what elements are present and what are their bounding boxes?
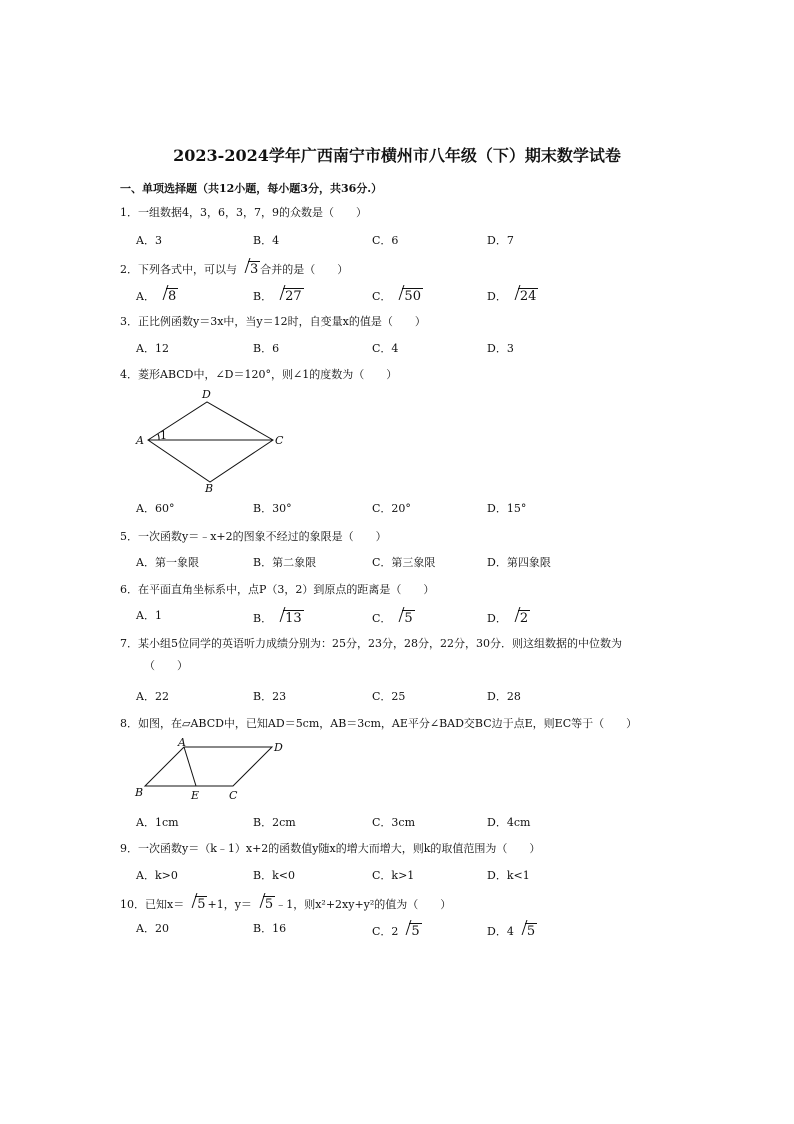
option-a[interactable] [136,610,162,621]
question-8: 8．如图，在▱ABCD中，已知AD＝5cm，AB＝3cm，AE平分∠BAD交BC边于点E，则EC等于（ ） [120,717,638,730]
option-a[interactable]: A．k>0 [136,869,178,882]
option-c[interactable]: C．3cm [372,816,416,829]
question-1: 1．一组数据4，3，6，3，7，9的众数是（ ） [120,206,367,219]
option-b[interactable]: B．4 [253,234,280,247]
sqrt-symbol [400,923,421,938]
option-b[interactable]: B．23 [253,690,287,703]
question-6-options [136,610,696,626]
radicand: 5 [404,611,413,626]
option-a[interactable] [136,288,178,303]
question-7-text: 7．某小组5位同学的英语听力成绩分别为：25分，23分，28分，22分，30分．则这组数据的中位数为 [120,637,622,650]
option-d[interactable]: D．15° [487,502,527,515]
question-2-text-pre: 2．下列各式中，可以与 [120,263,237,276]
option-a[interactable]: A．22 [136,690,169,703]
sqrt-symbol [393,610,414,625]
rhombus-figure [130,386,300,496]
radicand: 2 [519,611,529,626]
option-b[interactable] [253,288,304,303]
option-label: B． [253,612,273,625]
question-6: 6．在平面直角坐标系中，点P（3，2）到原点的距离是（ ） [120,583,435,596]
sqrt-symbol [186,896,207,911]
page-title: 2023-2024学年广西南宁市横州市八年级（下）期末数学试卷 [173,146,621,165]
label-c: C [275,434,284,447]
question-4: 4．菱形ABCD中，∠D＝120°，则∠1的度数为（ ） [120,368,398,381]
angle-arc [158,434,159,440]
option-d[interactable]: D．k<1 [487,869,530,882]
label-b: B [205,482,214,495]
option-label: A．1 [136,609,162,622]
option-label: D． [487,290,507,303]
option-d[interactable]: D．3 [487,342,514,355]
parallelogram-figure [130,738,300,804]
option-c[interactable]: C．20° [372,502,411,515]
option-label: A． [136,290,155,303]
sqrt-symbol [157,288,178,303]
question-3: 3．正比例函数y＝3x中，当y＝12时，自变量x的值是（ ） [120,315,426,328]
segment-ae [184,747,196,786]
option-label: B． [253,290,273,303]
question-7-text-cont: （ ） [144,659,188,672]
option-c[interactable]: C．k>1 [372,869,415,882]
question-4-options [136,503,696,519]
label-d: D [274,741,283,754]
label-c: C [229,789,238,802]
question-10-options [136,923,696,939]
option-label: C．2 [372,925,399,938]
option-a[interactable]: A．12 [136,342,169,355]
question-1-options [136,235,696,251]
sqrt-symbol [393,288,423,303]
section-heading: 一、单项选择题（共12小题，每小题3分，共36分.） [120,182,383,195]
radicand: 24 [519,289,537,304]
option-d[interactable] [487,610,530,625]
option-c[interactable] [372,288,423,303]
option-d[interactable]: D．4cm [487,816,531,829]
option-label: A．20 [136,922,169,935]
option-d[interactable]: D．28 [487,690,521,703]
option-c[interactable]: C．6 [372,234,399,247]
option-c[interactable]: C．4 [372,342,399,355]
option-b[interactable]: B．30° [253,502,292,515]
parallelogram-outline [145,747,272,786]
label-b: B [135,786,144,799]
question-10-text-a: 10．已知x＝ [120,898,185,911]
option-c[interactable] [372,610,415,625]
option-label: C． [372,612,392,625]
option-d[interactable] [487,288,538,303]
sqrt-symbol [509,288,539,303]
question-9-options [136,870,696,886]
question-2-text-post: 合并的是（ ） [260,263,349,276]
option-label: C． [372,290,392,303]
question-5-options [136,557,696,573]
option-d[interactable]: D．第四象限 [487,556,551,569]
radicand: 5 [264,897,274,912]
sqrt-symbol [239,261,260,276]
question-3-options [136,343,696,359]
option-b[interactable]: B．2cm [253,816,296,829]
question-10 [120,896,451,911]
radicand: 8 [167,289,177,304]
radicand: 13 [285,611,302,626]
radicand: 5 [411,924,420,939]
sqrt-symbol [254,896,275,911]
question-7-options [136,691,696,707]
option-b[interactable]: B．k<0 [253,869,295,882]
question-2 [120,261,348,276]
radicand: 50 [404,289,421,304]
sqrt-symbol [274,288,304,303]
sqrt-symbol [509,610,530,625]
option-c[interactable]: C．25 [372,690,406,703]
label-e: E [191,789,200,802]
option-b[interactable]: B．6 [253,342,280,355]
option-b[interactable] [253,610,304,625]
option-b[interactable] [253,923,286,934]
option-c[interactable] [372,923,422,938]
label-a: A [178,736,186,749]
option-d[interactable]: D．7 [487,234,514,247]
option-c[interactable]: C．第三象限 [372,556,436,569]
question-9: 9．一次函数y＝（k﹣1）x+2的函数值y随x的增大而增大，则k的取值范围为（ ） [120,842,541,855]
question-2-options [136,288,696,304]
question-10-text-b: +1，y＝ [207,898,252,911]
radicand: 3 [250,262,259,277]
option-a[interactable] [136,923,169,934]
option-label: B．16 [253,922,287,935]
sqrt-symbol [274,610,304,625]
option-d[interactable] [487,923,537,938]
option-a[interactable]: A．第一象限 [136,556,199,569]
label-d: D [202,388,211,401]
radicand: 27 [285,289,302,304]
option-a[interactable]: A．1cm [136,816,179,829]
label-a: A [136,434,144,447]
option-a[interactable]: A．60° [136,502,175,515]
radicand: 5 [526,924,536,939]
option-label: D．4 [487,925,514,938]
label-angle-1: 1 [160,429,167,442]
question-10-text-c: ﹣1，则x²+2xy+y²的值为（ ） [275,898,452,911]
option-b[interactable]: B．第二象限 [253,556,317,569]
radicand: 5 [197,897,206,912]
option-label: D． [487,612,507,625]
question-7 [120,637,622,672]
option-a[interactable]: A．3 [136,234,162,247]
question-5: 5．一次函数y＝﹣x+2的图象不经过的象限是（ ） [120,530,387,543]
rhombus-outline [148,402,273,482]
sqrt-symbol [516,923,537,938]
question-8-options [136,817,696,833]
